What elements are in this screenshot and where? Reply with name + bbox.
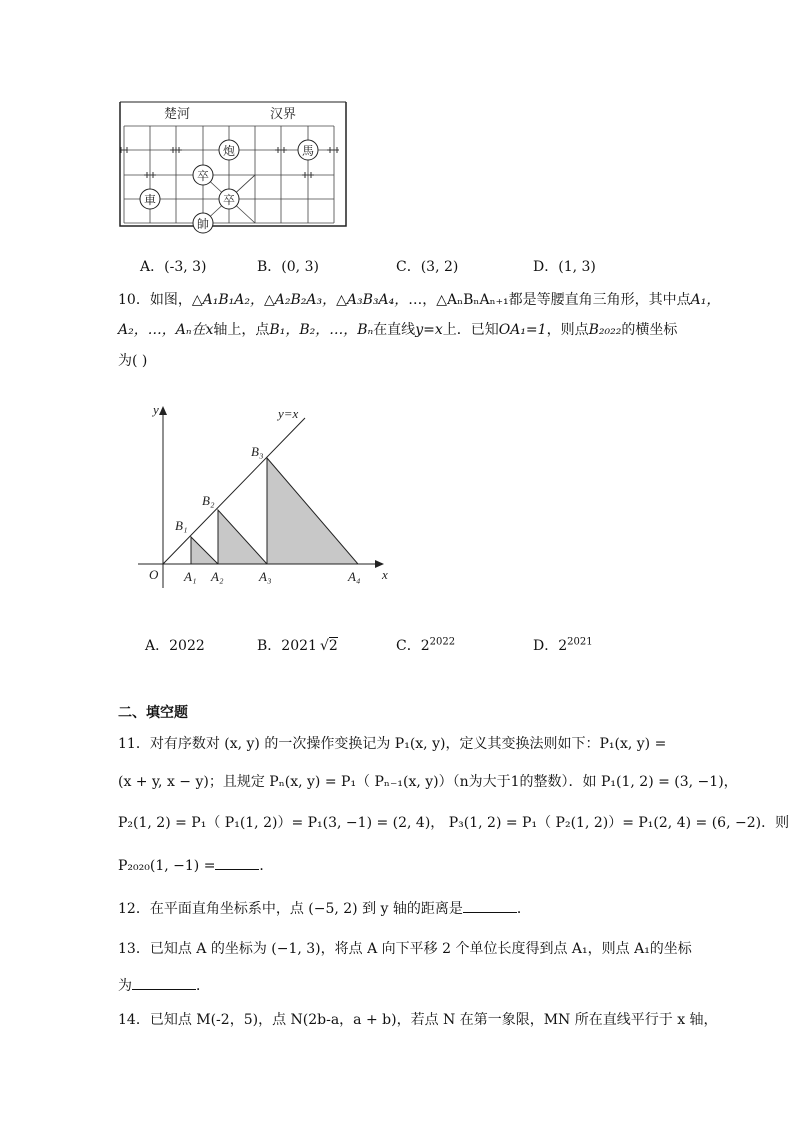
q9-option-d[interactable]: D．(1, 3) — [533, 259, 596, 275]
piece-ma: 馬 — [301, 144, 315, 158]
section-2-heading: 二、填空题 — [118, 705, 188, 721]
point-a2: A₂ — [211, 569, 224, 584]
q10-option-b[interactable]: B．2021 √2 — [257, 638, 338, 654]
triangle-3 — [267, 458, 358, 564]
piece-shuai: 帥 — [196, 217, 210, 231]
q10-option-a[interactable]: A．2022 — [145, 638, 205, 654]
q10-option-c[interactable]: C．$2^{2022}$ — [396, 636, 456, 654]
triangle-2 — [218, 510, 267, 564]
line-label: y=x — [278, 406, 299, 421]
q13-line-2: 为 ． — [118, 975, 210, 996]
q12-line: 12．在平面直角坐标系中，点 (−5, 2) 到 y 轴的距离是 ． — [118, 898, 531, 919]
piece-che: 車 — [143, 193, 157, 207]
y-axis-arrow — [159, 406, 167, 415]
q10-triangle-figure — [130, 398, 400, 598]
sqrt-sign: √ — [319, 638, 329, 654]
piece-zu-bottom: 卒 — [222, 193, 236, 207]
chess-board-figure — [118, 98, 348, 238]
q11-answer-blank[interactable] — [215, 855, 259, 870]
q11-line-1: 11．对有序数对 (x, y) 的一次操作变换记为 P₁(x, y)，定义其变换法则如下：P₁(x, y) = — [118, 736, 667, 752]
q9-option-b[interactable]: B．(0, 3) — [257, 259, 319, 275]
point-b3: B₃ — [251, 444, 264, 459]
piece-pao: 炮 — [222, 144, 236, 158]
point-b1: B₁ — [175, 518, 188, 533]
piece-zu-top-group — [193, 165, 213, 185]
q10-line-1: 10．如图，△A₁B₁A₂，△A₂B₂A₃，△A₃B₃A₄，…，△AₙBₙAₙ₊₁都是等腰直角三角形，其中点A₁， — [118, 292, 721, 308]
piece-shuai-group — [193, 213, 213, 233]
triangle-1 — [191, 537, 218, 564]
piece-zu-bottom-group — [219, 189, 239, 209]
q9-option-a[interactable]: A．(-3, 3) — [140, 259, 207, 275]
point-a4: A₄ — [348, 569, 361, 584]
q13-answer-blank[interactable] — [132, 975, 196, 990]
piece-ma-group — [298, 140, 318, 160]
y-axis-label: y — [153, 402, 159, 417]
point-a3: A₃ — [259, 569, 272, 584]
river-left-text: 楚河 — [164, 106, 191, 121]
q12-answer-blank[interactable] — [463, 898, 517, 913]
piece-zu-top: 卒 — [196, 169, 210, 183]
q11-line-4: P₂₀₂₀(1, −1) = ． — [118, 855, 273, 876]
piece-pao-group — [219, 140, 239, 160]
x-axis-label: x — [382, 567, 388, 582]
piece-che-group — [140, 189, 160, 209]
q14-line-1: 14．已知点 M(-2，5)，点 N(2b-a，a + b)，若点 N 在第一象限，MN 所在直线平行于 x 轴， — [118, 1012, 718, 1028]
origin-label: O — [149, 567, 159, 582]
q10-line-2: A₂，…，Aₙ在x轴上，点B₁，B₂，…，Bₙ在直线y=x上．已知OA₁=1，则点B₂₀₂₂的横坐标 — [118, 322, 678, 338]
river-right-text: 汉界 — [270, 106, 297, 121]
q10-line-3: 为( ) — [118, 353, 148, 369]
point-a1: A₁ — [184, 569, 197, 584]
q10-option-d[interactable]: D．$2^{2021}$ — [533, 636, 593, 654]
q11-line-2: (x + y, x − y)；且规定 Pₙ(x, y) = P₁（ Pₙ₋₁(x, y)）（n为大于1的整数）．如 P₁(1, 2) = (3, −1)， — [118, 774, 738, 790]
q13-line-1: 13．已知点 A 的坐标为 (−1, 3)，将点 A 向下平移 2 个单位长度得到点 A₁，则点 A₁的坐标 — [118, 941, 692, 957]
q11-line-3: P₂(1, 2) = P₁（ P₁(1, 2)）= P₁(3, −1) = (2, 4)， P₃(1, 2) = P₁（ P₂(1, 2)）= P₁(2, 4) = (6, −2)．则 — [118, 815, 790, 831]
q9-option-c[interactable]: C．(3, 2) — [396, 259, 459, 275]
point-b2: B₂ — [202, 493, 215, 508]
